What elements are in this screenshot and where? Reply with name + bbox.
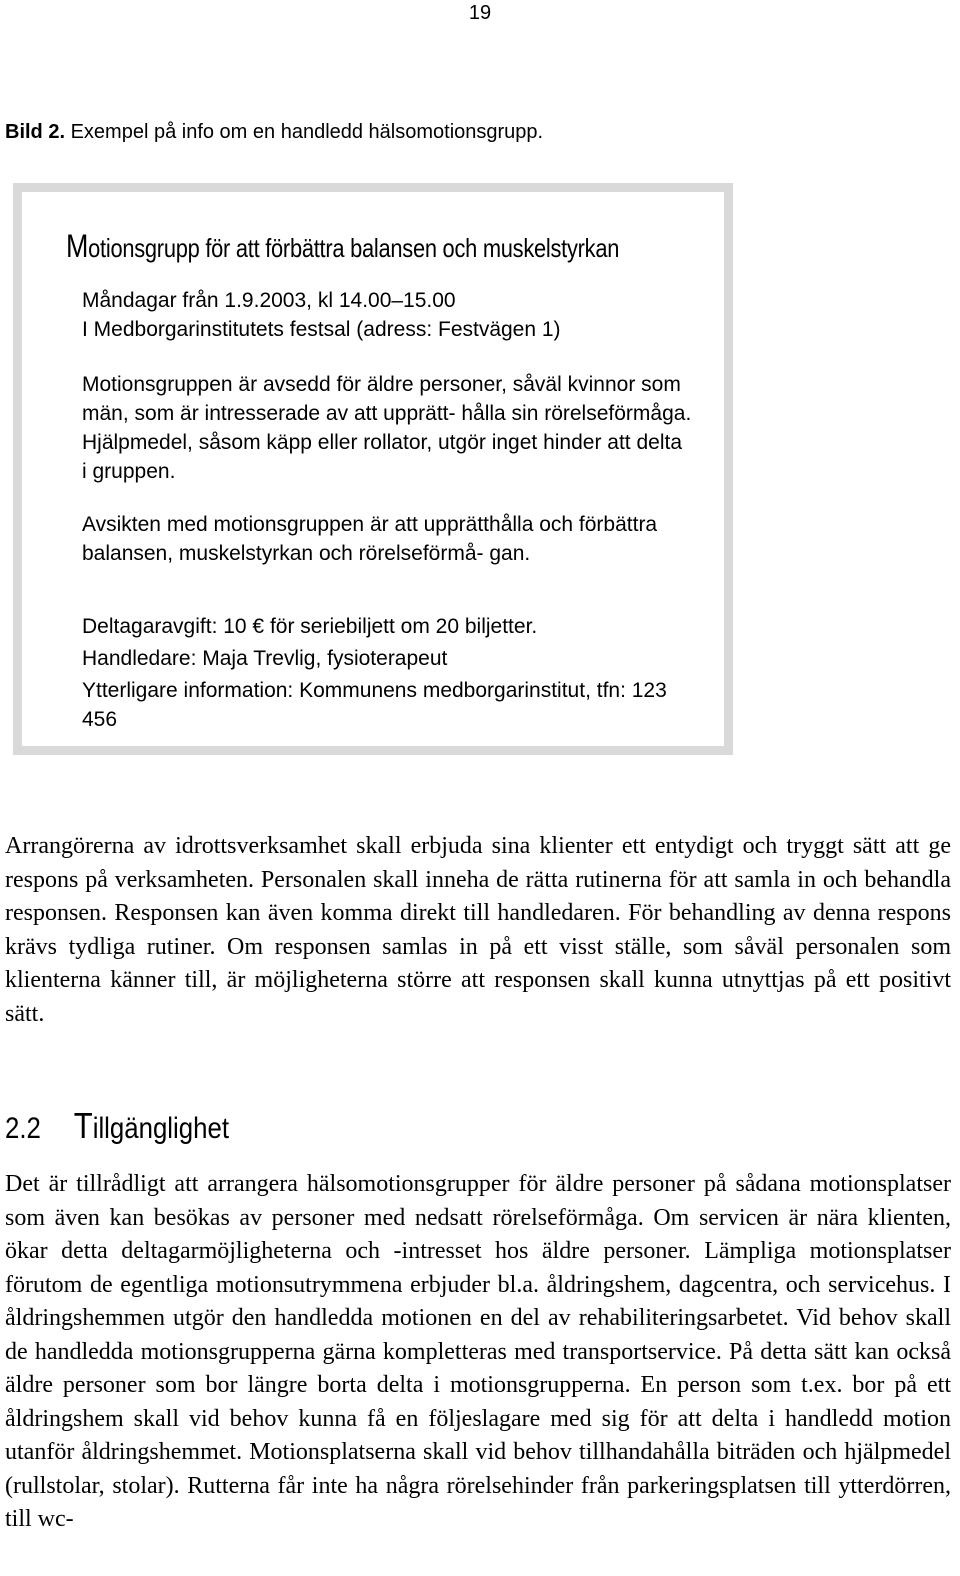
audience-block [82, 370, 692, 486]
page-number: 19 [468, 2, 492, 24]
section-title-initial: T [73, 1105, 93, 1146]
info-box [13, 183, 733, 755]
section-title-rest: illgänglighet [92, 1112, 229, 1145]
contact-block [82, 676, 702, 734]
paragraph-feedback [5, 830, 951, 1031]
figure-caption [5, 121, 543, 144]
section-number: 2.2 [5, 1112, 41, 1145]
schedule-text: Måndagar från 1.9.2003, kl 14.00–15.00 [82, 289, 456, 312]
fee-text: Deltagaravgift: 10 € för seriebiljett om 20 biljetter. [82, 615, 538, 638]
purpose-block [82, 510, 692, 568]
contact-text: Ytterligare information: Kommunens medborgarinstitut, tfn: 123 456 [82, 679, 667, 731]
info-box-title [66, 228, 619, 265]
leader-block [82, 644, 722, 673]
paragraph-2: Det är tillrådligt att arrangera hälsomotionsgrupper för äldre personer på sådana motionsplatser som även kan besökas av personer med nedsatt rörelseförmåga. Om servicen är nära klienten, ökar detta deltagarmöjligheterna och -intresset hos äldre personer. Lämpliga motionsplatser förutom de egentliga motionsutrymmena erbjuder bl.a. åldringshem, dagcentra, och servicehus. I åldringshemmen utgör den handledda motionen en del av rehabiliteringsarbetet. Vid behov skall de handledda motionsgrupperna gärna kompletteras med transportservice. På detta sätt kan också äldre personer som bor längre borta delta i motionsgrupperna. En person som t.ex. bor på ett åldringshem skall vid behov kunna få en följeslagare med sig för att delta i handledd motion utanför åldringshemmet. Motionsplatserna skall vid behov tillhandahålla biträden och hjälpmedel (rullstolar, stolar). Rutterna får inte ha några rörelsehinder från parkeringsplatsen till ytterdörren, till wc- [5, 1171, 951, 1532]
section-heading [5, 1105, 229, 1147]
schedule-block [82, 286, 722, 344]
location-text: I Medborgarinstitutets festsal (adress: Festvägen 1) [82, 318, 561, 341]
purpose-text: Avsikten med motionsgruppen är att upprätthålla och förbättra balansen, muskelstyrkan och rörelseförmå- gan. [82, 513, 658, 565]
leader-text: Handledare: Maja Trevlig, fysioterapeut [82, 647, 448, 670]
paragraph-accessibility [5, 1168, 951, 1537]
paragraph-1: Arrangörerna av idrottsverksamhet skall erbjuda sina klienter ett entydigt och tryggt sätt att ge respons på verksamheten. Personalen skall inneha de rätta rutinerna för att samla in och behandla responsen. Responsen kan även komma direkt till handledaren. För behandling av denna respons krävs tydliga rutiner. Om responsen samlas in på ett visst ställe, som såväl personalen som klienterna känner till, är möjligheterna större att responsen skall kunna utnyttjas på ett positivt sätt. [5, 833, 951, 1027]
caption-label: Bild 2. [5, 121, 66, 143]
audience-text: Motionsgruppen är avsedd för äldre personer, såväl kvinnor som män, som är intresserade av att upprätt- hålla sin rörelseförmåga. Hjälpmedel, såsom käpp eller rollator, utgör inget hinder att delta i gruppen. [82, 373, 692, 483]
info-box-title-rest: otionsgrupp för att förbättra balansen och muskelstyrkan [88, 233, 620, 263]
caption-text: Exempel på info om en handledd hälsomotionsgrupp. [70, 121, 544, 143]
fee-block [82, 612, 722, 641]
info-box-title-initial: M [66, 228, 89, 264]
info-box-content [22, 192, 724, 746]
